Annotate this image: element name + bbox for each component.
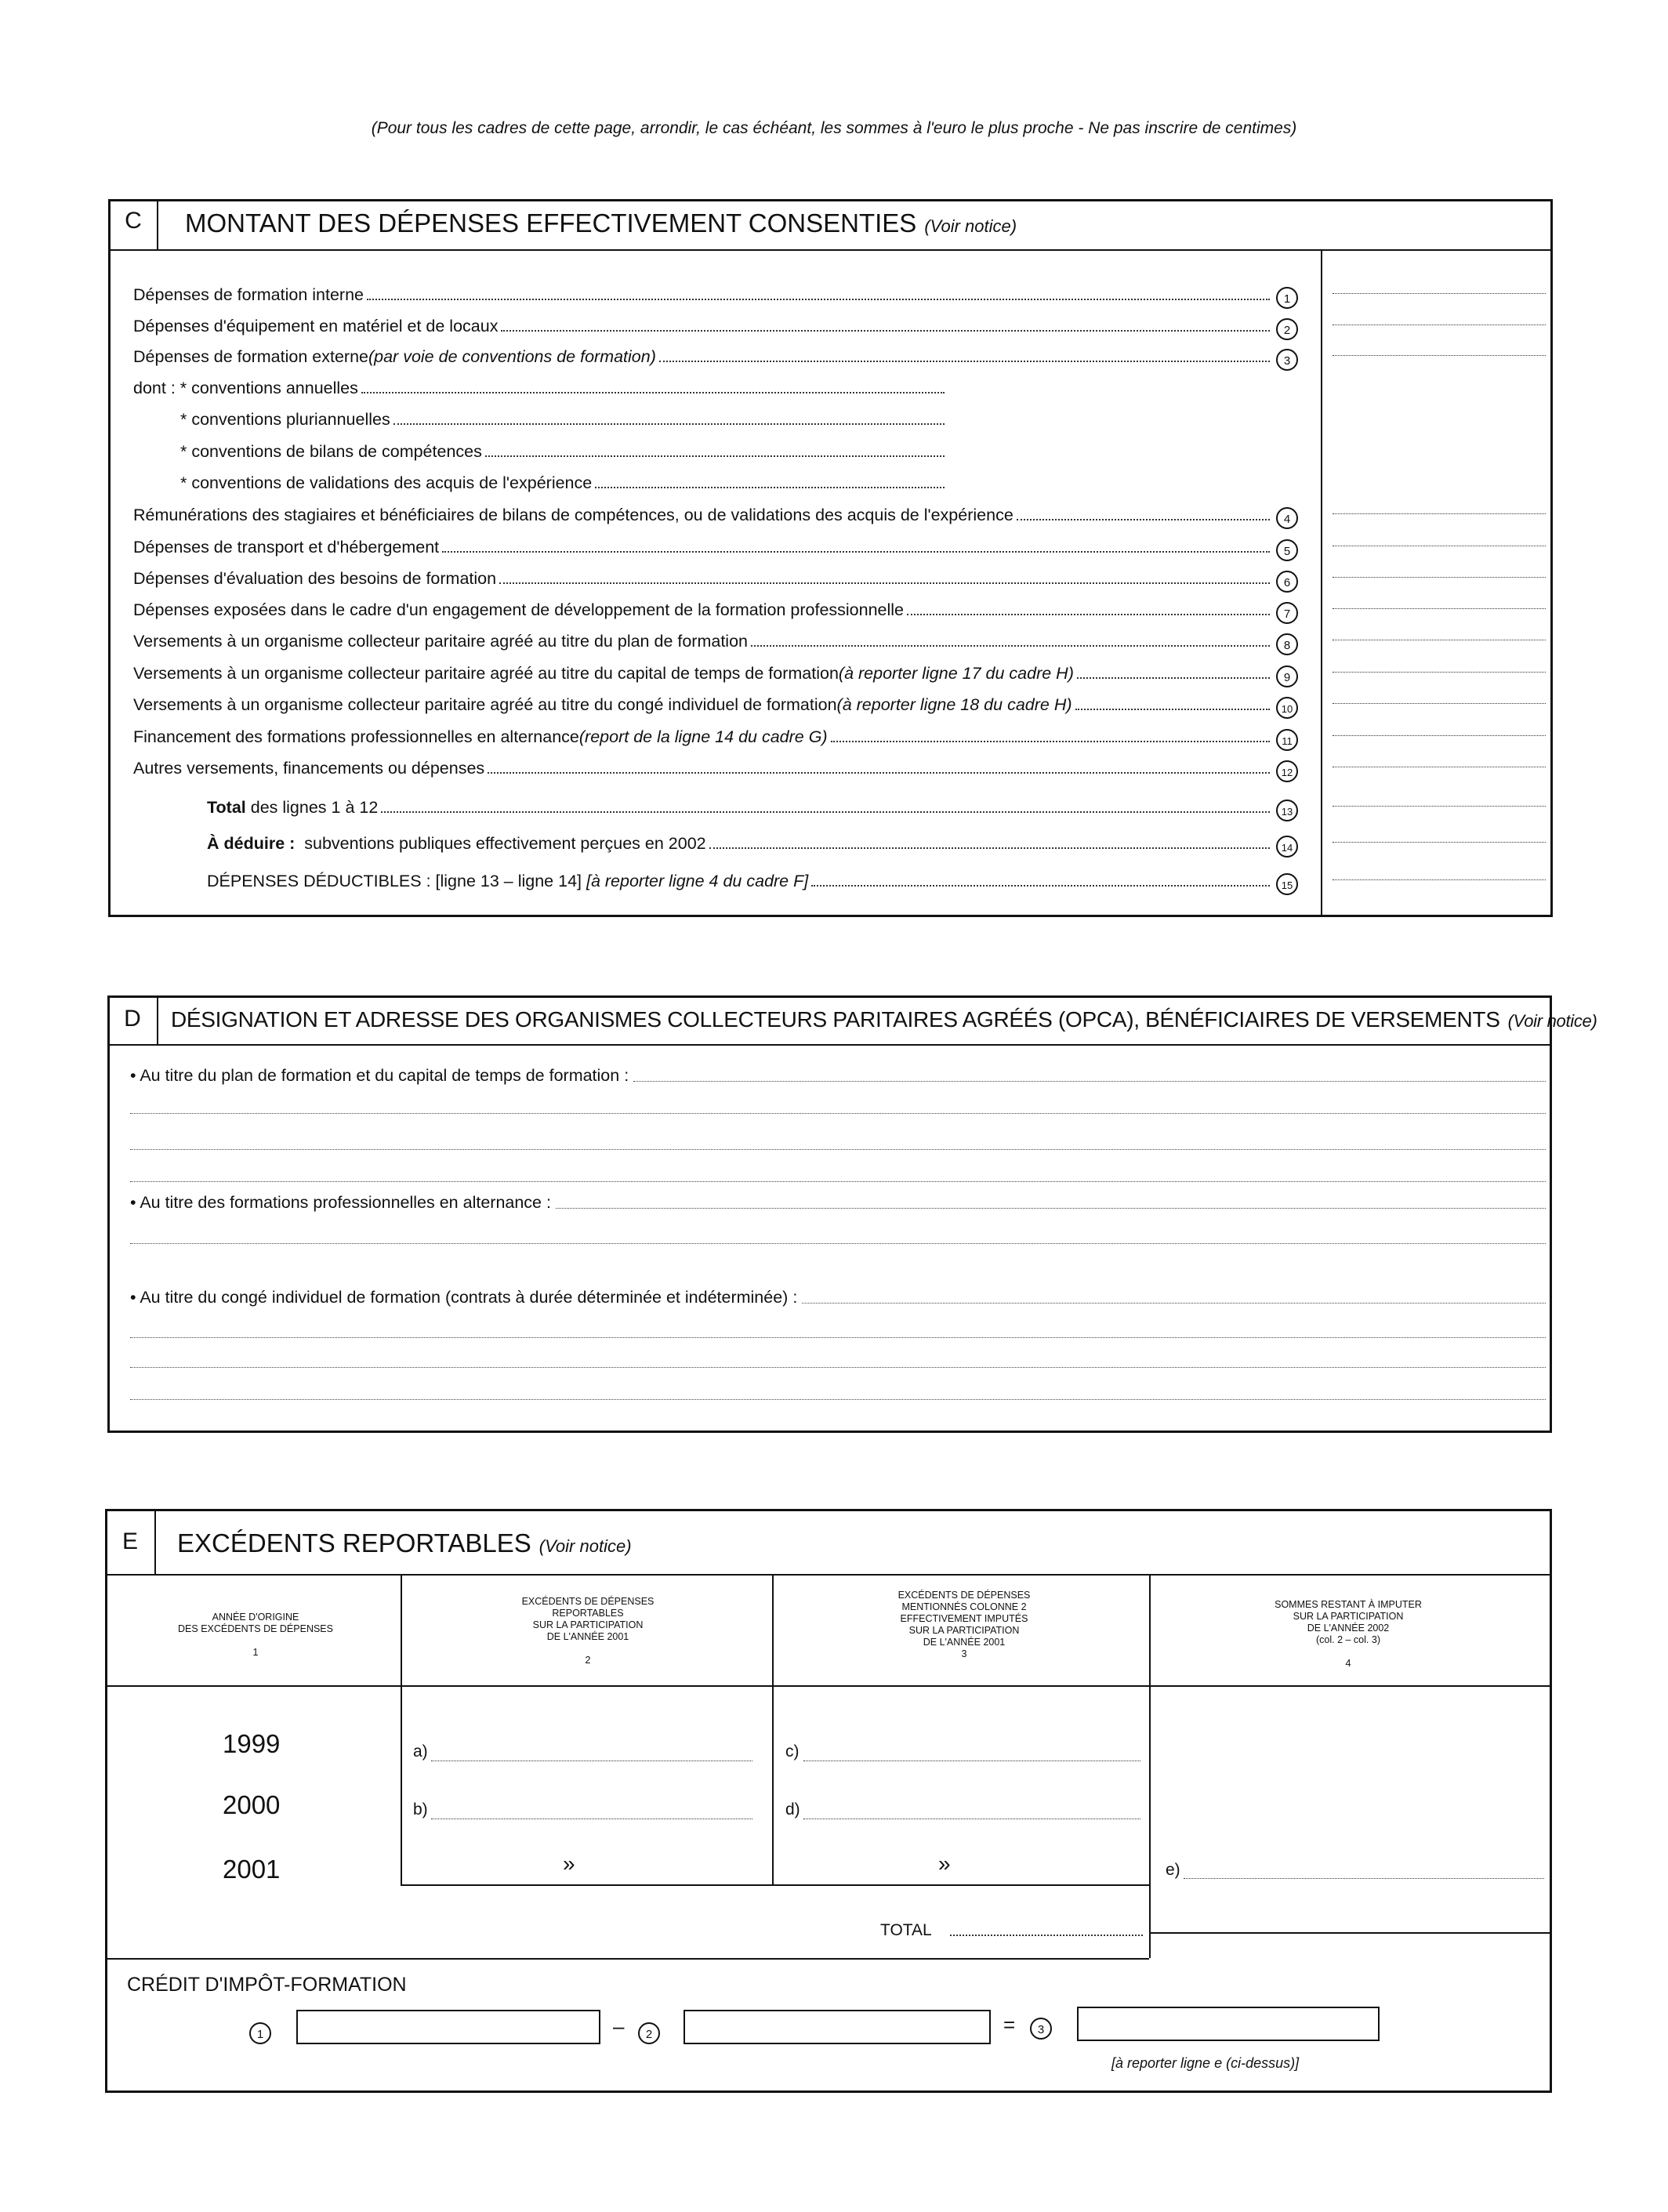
expense-line-label: Autres versements, financements ou dépenses xyxy=(133,759,1270,778)
amount-field[interactable] xyxy=(1333,703,1546,704)
amount-field[interactable] xyxy=(1333,608,1546,609)
opca-input-line[interactable] xyxy=(130,1149,1546,1150)
col-header-4: SOMMES RESTANT À IMPUTER SUR LA PARTICIPATION DE L'ANNÉE 2002 (col. 2 – col. 3) 4 xyxy=(1275,1599,1422,1669)
year-1999: 1999 xyxy=(223,1729,281,1758)
amount-field[interactable] xyxy=(1333,806,1546,807)
total-label: TOTAL xyxy=(880,1921,932,1939)
section-d-title: DÉSIGNATION ET ADRESSE DES ORGANISMES COLLECTEURS PARITAIRES AGRÉÉS (OPCA), BÉNÉFICIAIRES DE VERSEMENTS (Voir notice) xyxy=(171,1007,1597,1032)
line-number-circle: 6 xyxy=(1276,571,1298,593)
line-number-circle: 2 xyxy=(1276,318,1298,340)
expense-line-label: Versements à un organisme collecteur paritaire agréé au titre du capital de temps de formation (à reporter ligne 17 du cadre H) xyxy=(133,664,1270,684)
expense-line-label: Dépenses d'équipement en matériel et de locaux xyxy=(133,317,1270,336)
line-number-circle: 11 xyxy=(1276,729,1298,751)
rounding-note: (Pour tous les cadres de cette page, arrondir, le cas échéant, les sommes à l'euro le plus proche - Ne pas inscrire de centimes) xyxy=(371,119,1297,137)
line-number-circle: 14 xyxy=(1276,836,1298,858)
year-2000: 2000 xyxy=(223,1790,281,1819)
opca-input-line[interactable] xyxy=(556,1208,1546,1209)
credit-minus: – xyxy=(613,2014,625,2038)
credit-box-3[interactable] xyxy=(1077,2007,1380,2041)
opca-input-line[interactable] xyxy=(130,1113,1546,1114)
opca-item: • Au titre du plan de formation et du capital de temps de formation : xyxy=(130,1066,1546,1086)
expense-line-label: * conventions pluriannuelles xyxy=(180,410,945,430)
opca-input-line[interactable] xyxy=(633,1081,1546,1082)
section-c-title: MONTANT DES DÉPENSES EFFECTIVEMENT CONSENTIES (Voir notice) xyxy=(185,209,1017,238)
year-2001: 2001 xyxy=(223,1855,281,1884)
expense-line-label: Dépenses de formation externe (par voie de conventions de formation) xyxy=(133,347,1270,367)
credit-num-1: 1 xyxy=(249,2022,271,2044)
total-line: Total des lignes 1 à 12 xyxy=(207,798,1270,818)
opca-input-line[interactable] xyxy=(130,1367,1546,1368)
credit-box-1[interactable] xyxy=(296,2010,600,2044)
section-e-letter: E xyxy=(121,1528,138,1554)
col-header-2: EXCÉDENTS DE DÉPENSES REPORTABLES SUR LA PARTICIPATION DE L'ANNÉE 2001 2 xyxy=(521,1596,655,1666)
amount-field[interactable] xyxy=(1333,293,1546,294)
expense-line-label: Financement des formations professionnelles en alternance (report de la ligne 14 du cadre G) xyxy=(133,727,1270,747)
opca-input-line[interactable] xyxy=(130,1181,1546,1182)
amount-field[interactable] xyxy=(1333,735,1546,736)
line-number-circle: 12 xyxy=(1276,760,1298,782)
amount-field[interactable] xyxy=(1333,672,1546,673)
credit-equals: = xyxy=(1003,2013,1016,2036)
label-d: d) xyxy=(785,1800,800,1819)
label-a: a) xyxy=(413,1742,428,1761)
opca-input-line[interactable] xyxy=(802,1303,1546,1304)
section-d-letter: D xyxy=(124,1006,141,1032)
line-number-circle: 13 xyxy=(1276,800,1298,821)
amount-field[interactable] xyxy=(1333,513,1546,514)
opca-input-line[interactable] xyxy=(130,1337,1546,1338)
expense-line-label: Dépenses exposées dans le cadre d'un engagement de développement de la formation professionnelle xyxy=(133,600,1270,620)
deductible-line: DÉPENSES DÉDUCTIBLES : [ligne 13 – ligne 14] [à reporter ligne 4 du cadre F] xyxy=(207,872,1270,891)
mark-col3: » xyxy=(938,1851,951,1876)
expense-line-label: Dépenses de formation interne xyxy=(133,285,1270,305)
mark-col2: » xyxy=(563,1851,575,1876)
label-b: b) xyxy=(413,1800,428,1819)
line-number-circle: 9 xyxy=(1276,665,1298,687)
opca-input-line[interactable] xyxy=(130,1399,1546,1400)
section-e xyxy=(105,1509,1552,2093)
expense-line-label: Dépenses d'évaluation des besoins de formation xyxy=(133,569,1270,589)
line-number-circle: 15 xyxy=(1276,873,1298,895)
line-number-circle: 7 xyxy=(1276,602,1298,624)
expense-line-label: Dépenses de transport et d'hébergement xyxy=(133,538,1270,557)
col-header-3: EXCÉDENTS DE DÉPENSES MENTIONNÉS COLONNE 2 EFFECTIVEMENT IMPUTÉS SUR LA PARTICIPATION DE L'ANNÉE 2001 3 xyxy=(897,1590,1031,1659)
opca-input-line[interactable] xyxy=(130,1243,1546,1244)
credit-title: CRÉDIT D'IMPÔT-FORMATION xyxy=(127,1974,407,1996)
line-number-circle: 1 xyxy=(1276,287,1298,309)
field-e[interactable] xyxy=(1184,1878,1544,1879)
expense-line-label: Versements à un organisme collecteur paritaire agréé au titre du congé individuel de formation (à reporter ligne 18 du cadre H) xyxy=(133,695,1270,715)
label-c: c) xyxy=(785,1742,800,1761)
credit-num-2: 2 xyxy=(638,2022,660,2044)
col-header-1: ANNÉE D'ORIGINE DES EXCÉDENTS DE DÉPENSES 1 xyxy=(178,1612,333,1658)
amount-field[interactable] xyxy=(1333,879,1546,880)
credit-num-3: 3 xyxy=(1030,2018,1052,2040)
expense-line-label: * conventions de validations des acquis de l'expérience xyxy=(180,473,945,493)
expense-line-label: Rémunérations des stagiaires et bénéficiaires de bilans de compétences, ou de validations des acquis de l'expérience xyxy=(133,506,1270,525)
line-number-circle: 3 xyxy=(1276,349,1298,371)
label-e: e) xyxy=(1166,1861,1180,1879)
credit-reporter-note: [à reporter ligne e (ci-dessus)] xyxy=(1111,2055,1300,2071)
section-c-letter: C xyxy=(125,208,142,234)
amount-field[interactable] xyxy=(1333,577,1546,578)
deduct-line: À déduire : subventions publiques effectivement perçues en 2002 xyxy=(207,834,1270,854)
line-number-circle: 8 xyxy=(1276,633,1298,655)
opca-item: • Au titre des formations professionnelles en alternance : xyxy=(130,1193,1546,1213)
line-number-circle: 4 xyxy=(1276,507,1298,529)
expense-line-label: * conventions de bilans de compétences xyxy=(180,442,945,462)
section-e-title: EXCÉDENTS REPORTABLES (Voir notice) xyxy=(177,1528,632,1557)
expense-line-label: dont : * conventions annuelles xyxy=(133,379,945,398)
amount-field[interactable] xyxy=(1333,842,1546,843)
line-number-circle: 10 xyxy=(1276,697,1298,719)
opca-item: • Au titre du congé individuel de formation (contrats à durée déterminée et indéterminée) : xyxy=(130,1288,1546,1307)
expense-line-label: Versements à un organisme collecteur paritaire agréé au titre du plan de formation xyxy=(133,632,1270,651)
amount-field[interactable] xyxy=(1333,355,1546,356)
line-number-circle: 5 xyxy=(1276,539,1298,561)
credit-box-2[interactable] xyxy=(684,2010,991,2044)
